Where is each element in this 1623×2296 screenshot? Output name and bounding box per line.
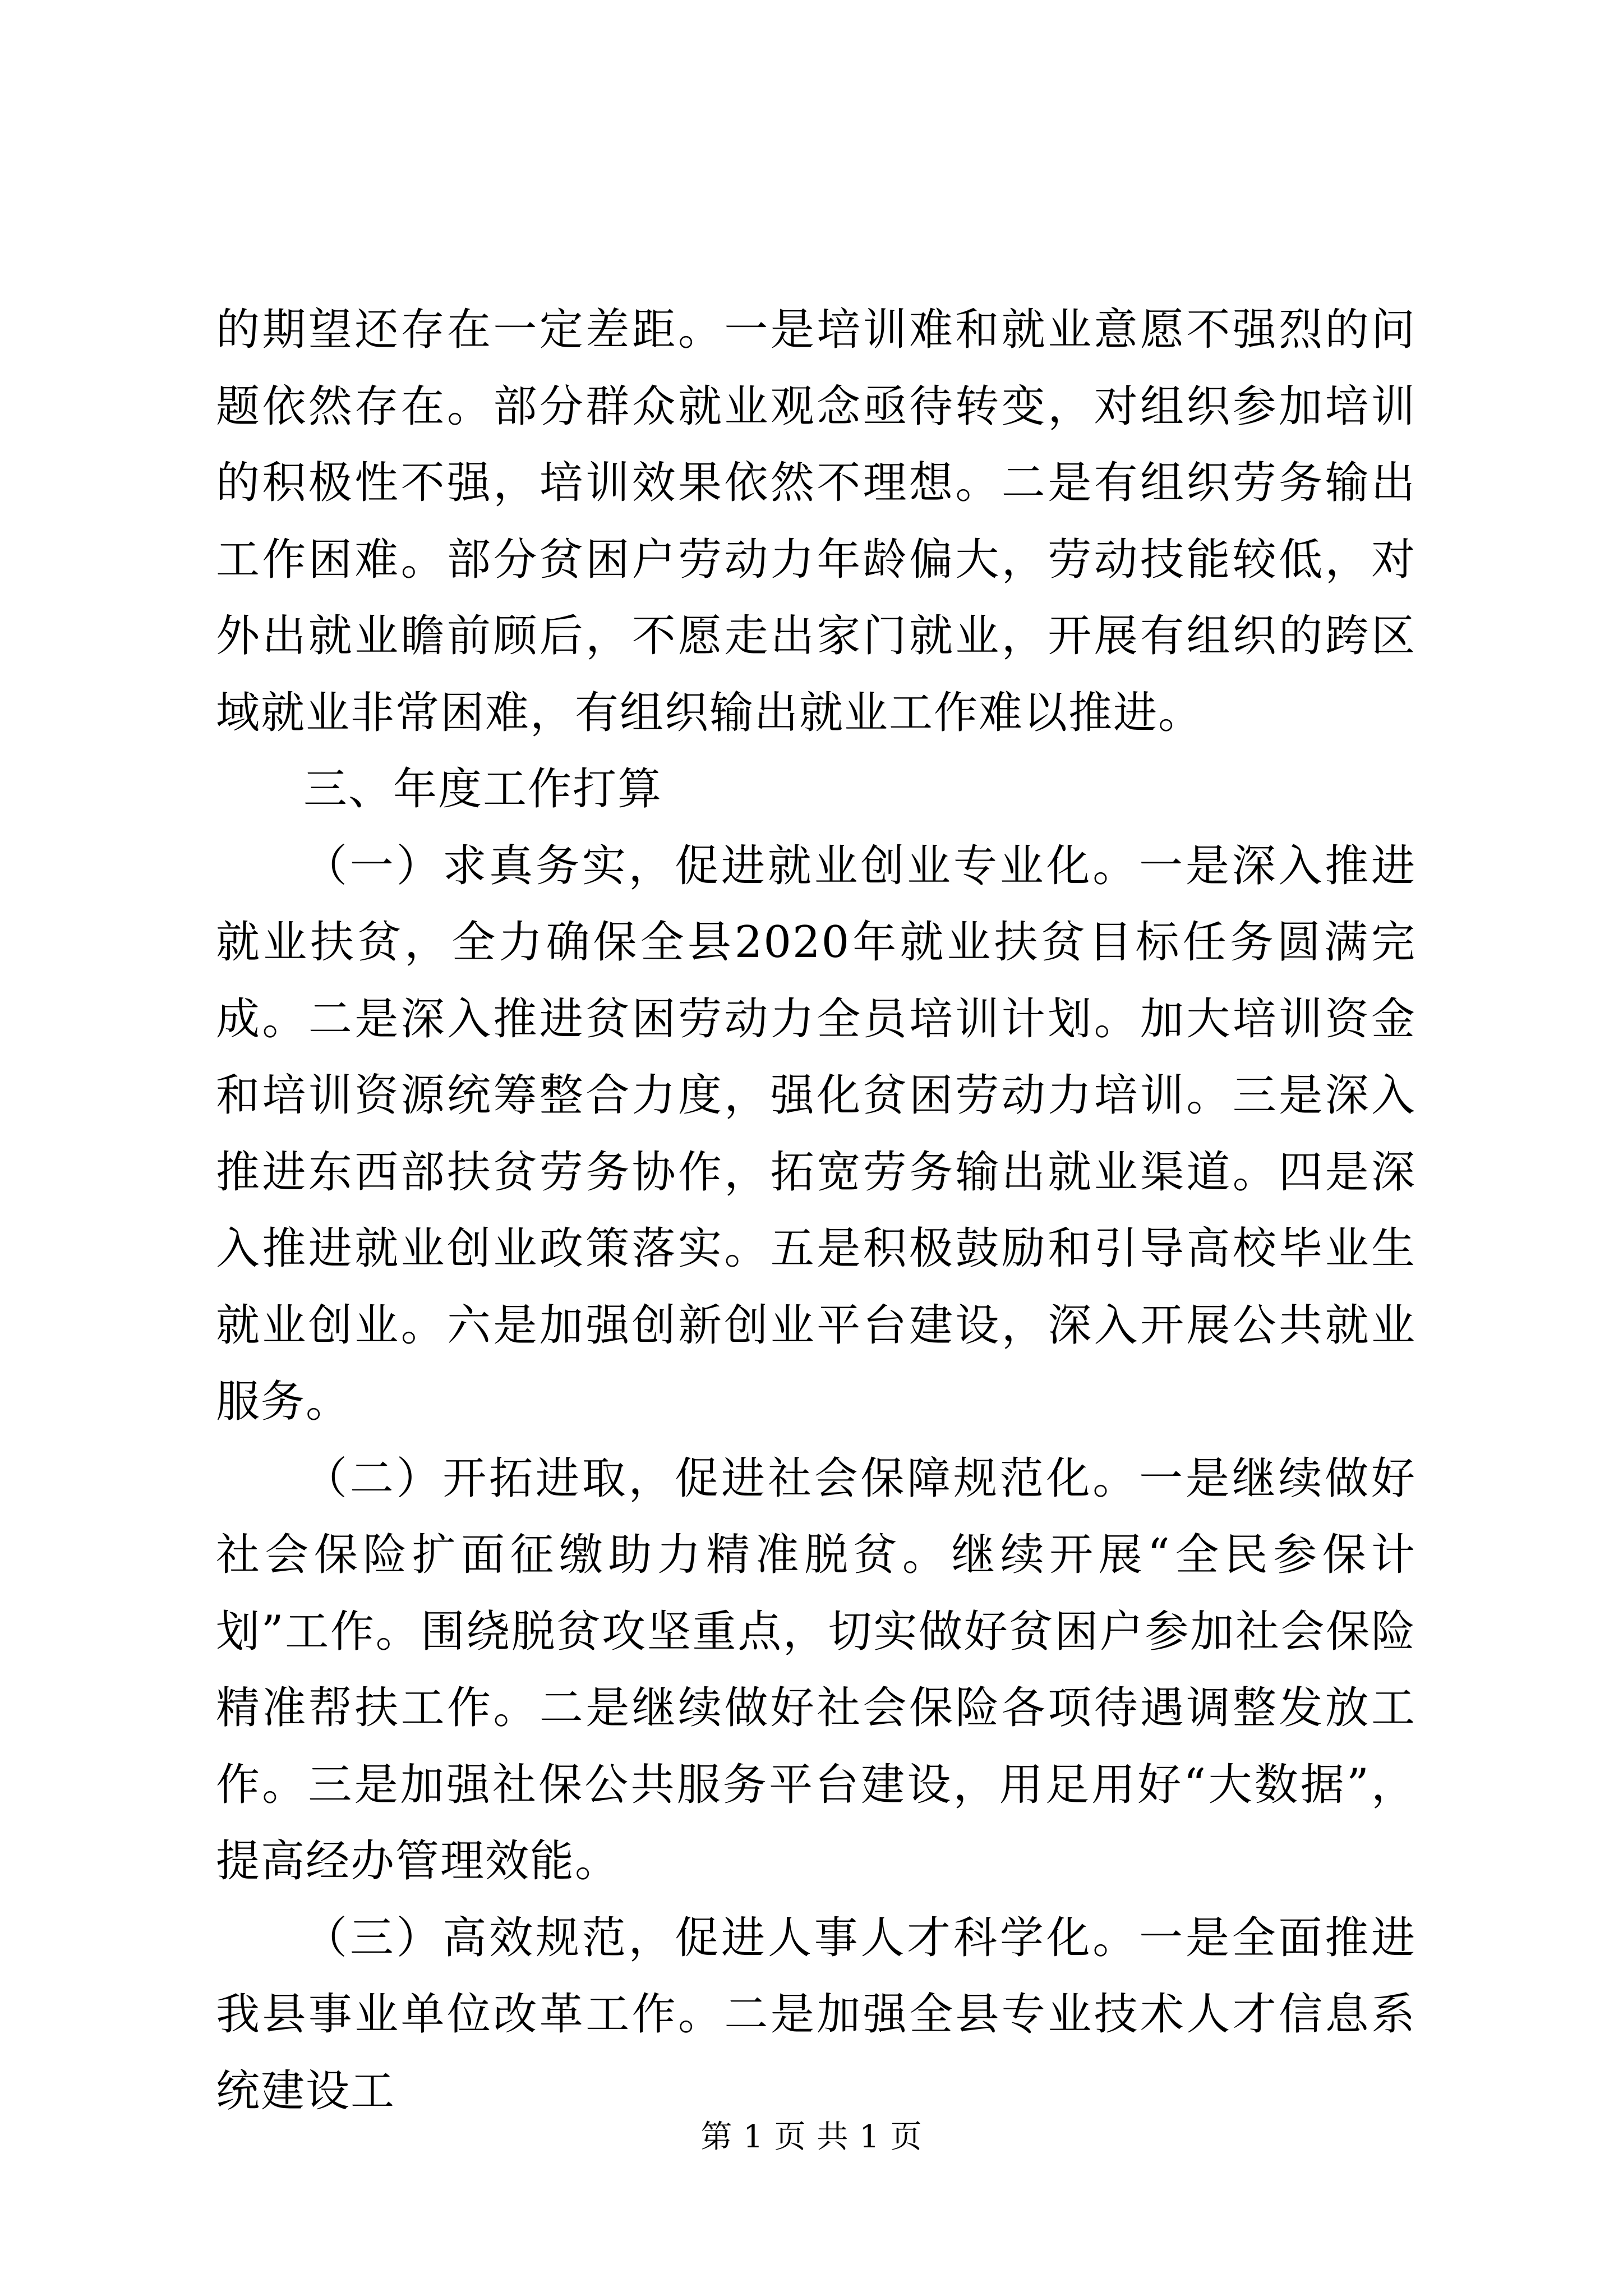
document-body [216,292,1416,2129]
paragraph-personnel: （三）高效规范，促进人事人才科学化。一是全面推进我县事业单位改革工作。二是加强全县专业技术人才信息系统建设工 [216,1912,1416,2116]
paragraph-continuation: 的期望还存在一定差距。一是培训难和就业意愿不强烈的问题依然存在。部分群众就业观念亟待转变，对组织参加培训的积极性不强，培训效果依然不理想。二是有组织劳务输出工作困难。部分贫困户劳动力年龄偏大，劳动技能较低，对外出就业瞻前顾后，不愿走出家门就业，开展有组织的跨区域就业非常困难，有组织输出就业工作难以推进。 [216,305,1416,738]
section-heading-annual-plan: 三、年度工作打算 [303,764,663,815]
paragraph-social-security: （二）开拓进取，促进社会保障规范化。一是继续做好社会保险扩面征缴助力精准脱贫。继续开展“全民参保计划”工作。围绕脱贫攻坚重点，切实做好贫困户参加社会保险精准帮扶工作。二是继续做好社会保险各项待遇调整发放工作。三是加强社保公共服务平台建设，用足用好“大数据”，提高经办管理效能。 [216,1453,1416,1887]
page-footer: 第 1 页 共 1 页 [700,2119,923,2155]
paragraph-employment: （一）求真务实，促进就业创业专业化。一是深入推进就业扶贫，全力确保全县2020年就业扶贫目标任务圆满完成。二是深入推进贫困劳动力全员培训计划。加大培训资金和培训资源统筹整合力度，强化贫困劳动力培训。三是深入推进东西部扶贫劳务协作，拓宽劳务输出就业渠道。四是深入推进就业创业政策落实。五是积极鼓励和引导高校毕业生就业创业。六是加强创新创业平台建设，深入开展公共就业服务。 [216,840,1416,1427]
